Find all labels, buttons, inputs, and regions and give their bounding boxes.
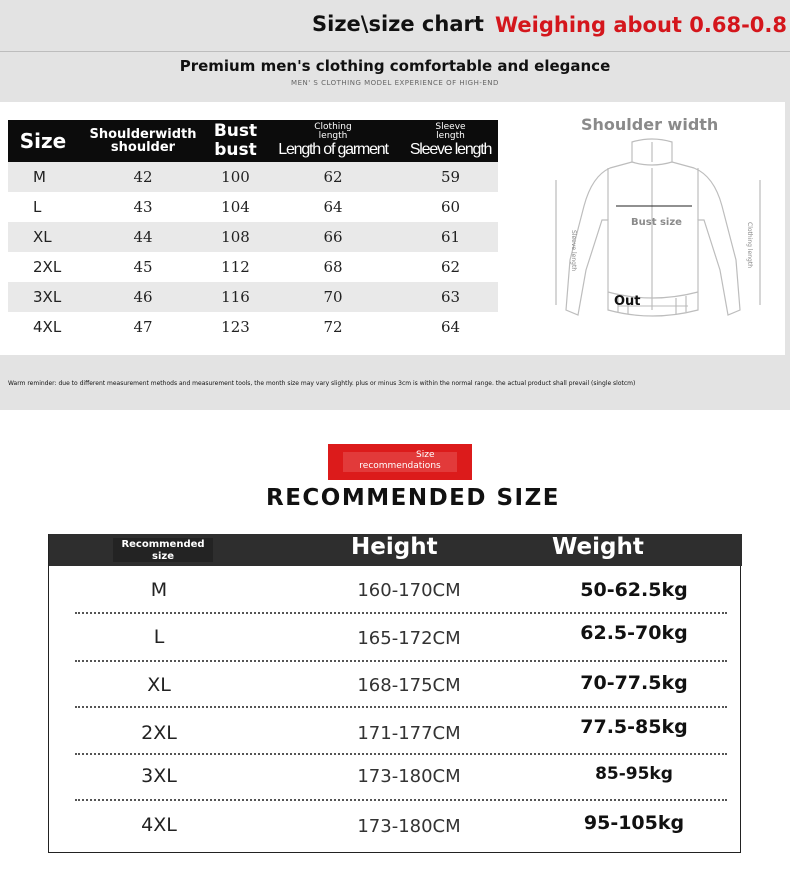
cell-size: 4XL [33, 318, 62, 336]
size-recommendations-badge [328, 444, 472, 480]
cell-size: 4XL [141, 814, 177, 836]
header-bust [208, 120, 263, 162]
header-shoulder-text: Shoulderwidth shoulder [89, 127, 197, 155]
cell-length: 64 [323, 198, 343, 216]
row-divider [75, 706, 727, 708]
table-row [49, 810, 742, 856]
cell-height: 165-172CM [357, 628, 461, 649]
header-sleeve-big: Sleeve length [409, 141, 492, 159]
size-chart-header [8, 120, 498, 162]
cell-height: 168-175CM [357, 675, 461, 696]
cell-shoulder: 47 [133, 318, 153, 336]
table-row [49, 716, 742, 762]
subtagline: MEN' S CLOTHING MODEL EXPERIENCE OF HIGH-END [291, 79, 499, 87]
tagline: Premium men's clothing comfortable and elegance [179, 57, 611, 75]
cell-sleeve: 62 [440, 258, 461, 276]
recommended-size-table [48, 534, 741, 853]
page-title: Size\size chart [312, 12, 484, 36]
cell-bust: 104 [221, 198, 250, 216]
cell-bust: 123 [221, 318, 250, 336]
cell-sleeve: 59 [440, 168, 461, 186]
row-divider [75, 799, 727, 801]
cell-length: 62 [323, 168, 343, 186]
weight-note: Weighing about 0.68-0.8 [495, 13, 787, 37]
cell-size: L [33, 198, 42, 216]
size-chart-rows [8, 162, 498, 342]
cell-size: 2XL [33, 258, 62, 276]
cell-length: 72 [323, 318, 343, 336]
cell-size: M [33, 168, 46, 186]
sleeve-length-left-label: Sleeve length [570, 230, 577, 272]
header-bust-1: Bust [213, 121, 258, 142]
cell-length: 66 [323, 228, 343, 246]
cell-length: 70 [323, 288, 343, 306]
row-divider [75, 753, 727, 755]
cell-weight: 70-77.5kg [580, 672, 688, 694]
header-shoulder [78, 120, 208, 162]
table-row [8, 312, 498, 342]
cell-weight: 77.5-85kg [580, 716, 688, 738]
out-label: Out [614, 294, 641, 309]
warm-reminder: Warm reminder: due to different measurement methods and measurement tools, the month size may vary slightly. plus or minus 3cm is within the normal range. the actual product shall prevail (single slotcm) [8, 380, 636, 387]
cell-bust: 112 [221, 258, 250, 276]
cell-size: M [150, 579, 168, 601]
cell-size: XL [33, 228, 52, 246]
title-bar [0, 0, 790, 50]
table-row [8, 252, 498, 282]
cell-size: 3XL [33, 288, 62, 306]
cell-height: 160-170CM [357, 580, 461, 601]
table-row [8, 222, 498, 252]
row-divider [75, 612, 727, 614]
table-row [49, 670, 742, 716]
header-sleeve [403, 120, 498, 162]
cell-size: 2XL [141, 722, 177, 744]
cell-weight: 50-62.5kg [580, 579, 688, 601]
size-chart-table [8, 120, 498, 342]
header-length-small: Clothing length [314, 122, 352, 142]
header-height: Height [351, 534, 438, 560]
header-length [263, 120, 403, 162]
cell-sleeve: 61 [440, 228, 461, 246]
cell-length: 68 [323, 258, 343, 276]
header-recommended-size [113, 538, 213, 562]
cell-sleeve: 63 [440, 288, 461, 306]
cell-weight: 62.5-70kg [580, 622, 688, 644]
row-divider [75, 660, 727, 662]
cell-sleeve: 64 [440, 318, 461, 336]
cell-shoulder: 43 [133, 198, 153, 216]
header-weight: Weight [552, 534, 644, 560]
clothing-length-right-label: Clothing length [746, 222, 753, 268]
badge-line2: recommendations [359, 460, 441, 471]
header-bust-2: bust [214, 140, 257, 160]
cell-height: 173-180CM [357, 766, 461, 787]
cell-height: 171-177CM [357, 723, 461, 744]
cell-height: 173-180CM [357, 816, 461, 837]
cell-size: 3XL [141, 765, 177, 787]
header-length-big: Length of garment [278, 141, 388, 159]
cell-bust: 108 [221, 228, 250, 246]
table-row [49, 762, 742, 808]
cell-shoulder: 44 [133, 228, 153, 246]
bust-size-label: Bust size [631, 217, 682, 228]
cell-weight: 85-95kg [595, 764, 673, 784]
cell-size: XL [147, 674, 171, 696]
cell-shoulder: 42 [133, 168, 153, 186]
cell-bust: 100 [221, 168, 250, 186]
cell-weight: 95-105kg [583, 812, 685, 834]
cell-shoulder: 46 [133, 288, 153, 306]
table-row [8, 192, 498, 222]
header-size: Size [19, 129, 67, 153]
title-divider [0, 51, 790, 52]
table-row [8, 282, 498, 312]
table-row [8, 162, 498, 192]
cell-size: L [153, 626, 165, 648]
recommended-size-title: RECOMMENDED SIZE [265, 485, 560, 511]
badge-text [328, 450, 472, 472]
badge-line1: Size [416, 450, 435, 460]
cell-sleeve: 60 [440, 198, 461, 216]
cell-shoulder: 45 [133, 258, 153, 276]
header-sleeve-small: Sleeve length [435, 122, 466, 142]
cell-bust: 116 [221, 288, 250, 306]
header-recommended-size-text: Recommended size [121, 539, 205, 562]
shoulder-width-label: Shoulder width [581, 115, 719, 134]
recommended-size-header [49, 534, 742, 566]
